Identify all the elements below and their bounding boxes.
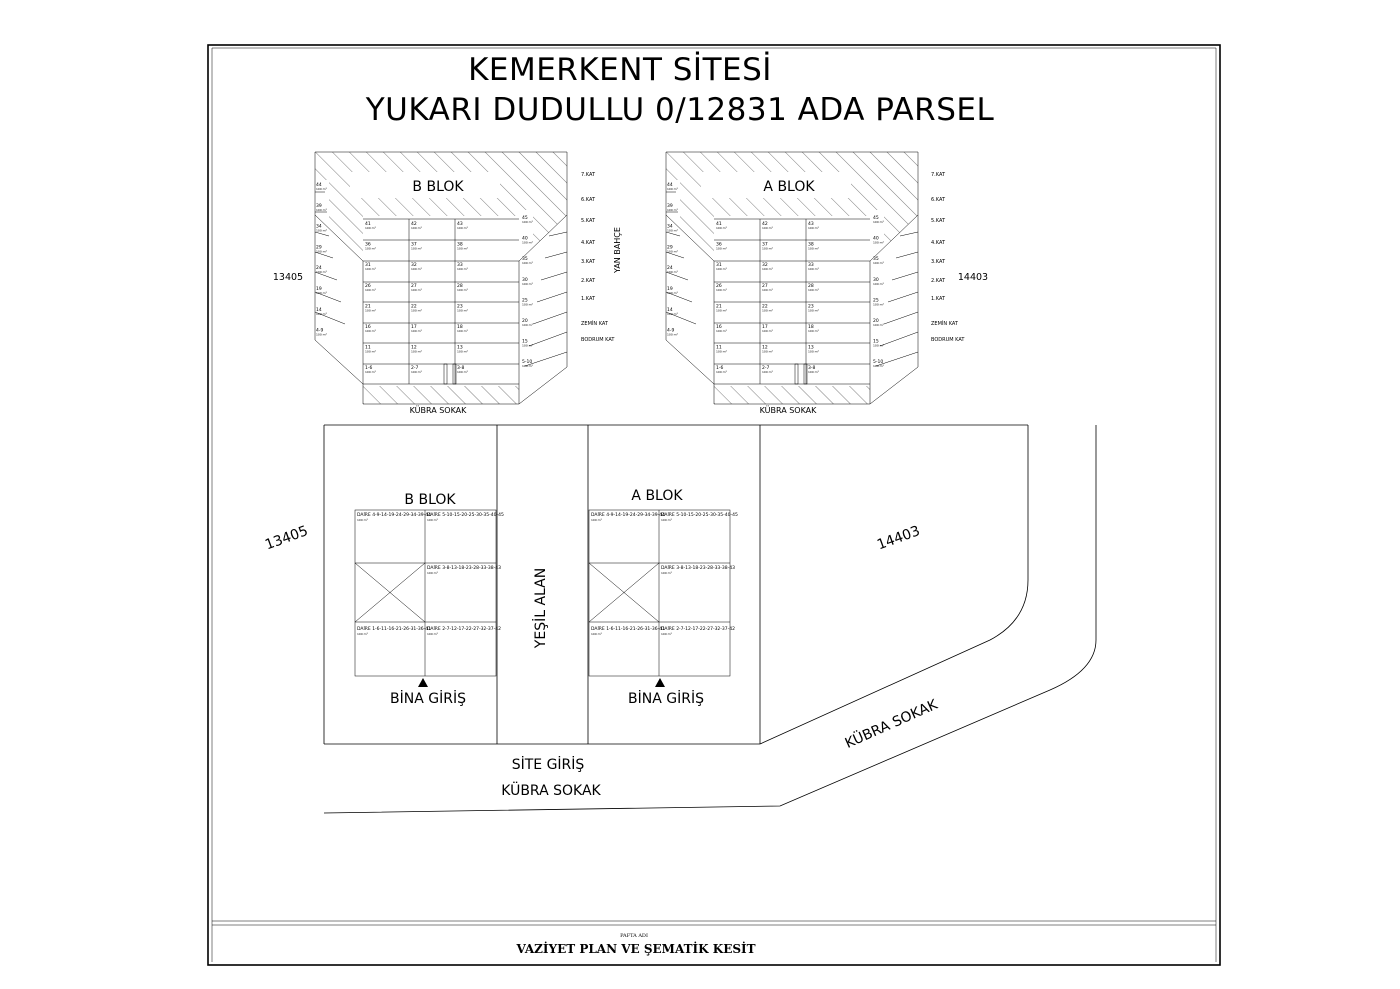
section-cell-number: 26 <box>365 283 371 289</box>
section-left-column-area: 100 m² <box>316 270 327 275</box>
section-cell-number: 1-6 <box>716 366 724 372</box>
section-cell-number: 3-8 <box>457 366 465 372</box>
section-cell-area: 100 m² <box>808 370 819 375</box>
section-cell-area: 100 m² <box>457 226 468 230</box>
svg-text:100 m²: 100 m² <box>661 571 672 575</box>
plan-b-block-label: B BLOK <box>404 492 456 508</box>
section-cell-number: 22 <box>762 304 768 310</box>
section-right-column-number: 20 <box>522 319 528 324</box>
section-left-column-area: 100 m² <box>316 187 327 191</box>
section-left-column-number: 19 <box>667 287 673 292</box>
a-entrance-label: BİNA GİRİŞ <box>628 691 704 707</box>
section-right-column-number: 15 <box>522 339 528 345</box>
section-left-column-number: 39 <box>316 203 322 209</box>
plan-b-units <box>357 511 504 636</box>
section-cell-area: 100 m² <box>716 329 727 333</box>
floor-label: ZEMİN KAT <box>581 321 608 327</box>
section-cell-area: 100 m² <box>365 246 376 251</box>
site-entrance-label: SİTE GİRİŞ <box>511 757 585 773</box>
sheet-name: VAZİYET PLAN VE ŞEMATİK KESİT <box>516 942 756 956</box>
section-cell-area: 100 m² <box>808 349 819 354</box>
svg-text:DAİRE 3-8-13-18-23-28-33-38-43: DAİRE 3-8-13-18-23-28-33-38-43 <box>427 566 501 571</box>
section-left-column-number: 44 <box>316 183 322 188</box>
section-cell-area: 100 m² <box>457 267 468 272</box>
section-cell-number: 23 <box>808 304 814 310</box>
yan-bahce-label: YAN BAHÇE <box>613 227 622 273</box>
svg-text:DAİRE 5-10-15-20-25-30-35-40-4: DAİRE 5-10-15-20-25-30-35-40-45 <box>661 513 738 518</box>
section-cell-number: 33 <box>457 263 463 269</box>
section-right-column-area: 100 m² <box>522 364 533 369</box>
section-cell-number: 42 <box>762 222 768 227</box>
section-cell-number: 37 <box>411 242 417 248</box>
section-left-column-area: 100 m² <box>316 311 327 316</box>
section-cell-number: 42 <box>411 222 417 227</box>
section-cell-area: 100 m² <box>457 329 468 333</box>
section-cell-area: 100 m² <box>762 246 773 251</box>
floor-label: ZEMİN KAT <box>931 321 958 327</box>
section-right-column-area: 100 m² <box>873 220 884 224</box>
section-right-neighbor: 14403 <box>957 272 989 283</box>
section-cell-area: 100 m² <box>411 329 422 333</box>
section-left-column-number: 34 <box>316 224 322 230</box>
section-cell-area: 100 m² <box>808 246 819 251</box>
svg-text:DAİRE 3-8-13-18-23-28-33-38-43: DAİRE 3-8-13-18-23-28-33-38-43 <box>661 566 735 571</box>
section-cell-area: 100 m² <box>365 267 376 272</box>
section-right-column-area: 100 m² <box>522 240 533 245</box>
section-right-column-number: 45 <box>522 216 528 221</box>
section-cell-number: 12 <box>762 345 768 351</box>
floor-label: 5.KAT <box>581 218 596 224</box>
section-right-column-area: 100 m² <box>522 323 533 327</box>
section-cell-area: 100 m² <box>411 267 422 272</box>
section-cell-area: 100 m² <box>365 308 376 313</box>
green-area-label: YEŞİL ALAN <box>533 567 549 649</box>
section-right-column-number: 25 <box>873 298 879 304</box>
section-cell-number: 37 <box>762 242 768 248</box>
section-cell-area: 100 m² <box>716 267 727 272</box>
floor-labels-b <box>581 172 615 343</box>
section-cell-number: 18 <box>457 325 463 330</box>
floor-label: 7.KAT <box>581 172 596 178</box>
section-left-column-number: 34 <box>667 224 673 230</box>
section-left-column-area: 100 m² <box>316 207 327 212</box>
floor-label: 6.KAT <box>931 197 946 203</box>
section-cell-number: 23 <box>457 304 463 310</box>
svg-text:100 m²: 100 m² <box>427 518 438 522</box>
section-cell-area: 100 m² <box>411 349 422 354</box>
section-cell-number: 38 <box>457 242 463 248</box>
section-cell-area: 100 m² <box>411 308 422 313</box>
section-cell-number: 2-7 <box>762 366 770 372</box>
section-cell-number: 41 <box>365 222 371 227</box>
floor-label: 6.KAT <box>581 197 596 203</box>
section-cell-number: 38 <box>808 242 814 248</box>
section-right-column-number: 15 <box>873 339 879 345</box>
svg-text:DAİRE 4-9-14-19-24-29-34-39-44: DAİRE 4-9-14-19-24-29-34-39-44 <box>591 513 665 518</box>
section-right-column-number: 20 <box>873 319 879 324</box>
section-cell-number: 31 <box>365 263 371 269</box>
floor-label: 1.KAT <box>931 296 946 302</box>
floor-label: 3.KAT <box>581 259 596 265</box>
title-line-2: YUKARI DUDULLU 0/12831 ADA PARSEL <box>365 92 995 128</box>
section-cell-number: 17 <box>762 325 768 330</box>
plan-a-units <box>591 511 738 636</box>
section-cell-number: 31 <box>716 263 722 269</box>
section-right-column-number: 35 <box>873 257 879 263</box>
section-cell-area: 100 m² <box>808 226 819 230</box>
section-right-column-area: 100 m² <box>873 343 884 348</box>
section-left-column-number: 39 <box>667 203 673 209</box>
section-cell-area: 100 m² <box>808 329 819 333</box>
section-cell-area: 100 m² <box>411 370 422 375</box>
section-cell-number: 28 <box>808 283 814 289</box>
section-cell-area: 100 m² <box>716 226 727 230</box>
floor-label: 2.KAT <box>931 278 946 284</box>
section-cell-area: 100 m² <box>457 349 468 354</box>
plan-left-neighbor: 13405 <box>262 523 311 554</box>
section-cell-area: 100 m² <box>411 287 422 292</box>
section-left-column-area: 100 m² <box>667 187 678 191</box>
section-right-column-number: 35 <box>522 257 528 263</box>
floor-labels-a <box>931 172 965 343</box>
section-cell-area: 100 m² <box>762 349 773 354</box>
section-right-column-number: 30 <box>873 277 879 283</box>
section-right-column-area: 100 m² <box>873 281 884 286</box>
section-left-column-number: 29 <box>316 245 322 251</box>
section-right-column-area: 100 m² <box>522 343 533 348</box>
section-cell-area: 100 m² <box>365 287 376 292</box>
section-right-column-area: 100 m² <box>873 302 884 307</box>
section-left-column-number: 24 <box>667 266 673 272</box>
section-cell-area: 100 m² <box>365 226 376 230</box>
svg-text:100 m²: 100 m² <box>427 571 438 575</box>
section-b-block <box>315 152 567 404</box>
plan-right-neighbor: 14403 <box>874 523 923 554</box>
section-cell-number: 11 <box>716 345 722 351</box>
section-a-street: KÜBRA SOKAK <box>759 406 817 415</box>
floor-label: 4.KAT <box>931 240 946 246</box>
section-cell-area: 100 m² <box>365 349 376 354</box>
section-left-column-area: 100 m² <box>667 228 678 233</box>
section-cell-area: 100 m² <box>457 370 468 375</box>
svg-text:DAİRE 2-7-12-17-22-27-32-37-42: DAİRE 2-7-12-17-22-27-32-37-42 <box>661 627 735 632</box>
section-cell-area: 100 m² <box>762 370 773 375</box>
section-right-column-number: 25 <box>522 298 528 304</box>
section-left-column-area: 100 m² <box>316 332 327 337</box>
section-cell-number: 27 <box>411 283 417 289</box>
section-cell-area: 100 m² <box>762 226 773 230</box>
section-cell-area: 100 m² <box>762 329 773 333</box>
section-right-column-area: 100 m² <box>873 261 884 266</box>
section-cell-area: 100 m² <box>411 246 422 251</box>
section-cell-number: 11 <box>365 345 371 351</box>
svg-text:DAİRE 2-7-12-17-22-27-32-37-42: DAİRE 2-7-12-17-22-27-32-37-42 <box>427 627 501 632</box>
section-left-column-number: 4-9 <box>667 328 675 334</box>
svg-text:100 m²: 100 m² <box>357 632 368 636</box>
floor-label: 3.KAT <box>931 259 946 265</box>
section-cell-number: 2-7 <box>411 366 419 372</box>
section-right-column-area: 100 m² <box>873 323 884 327</box>
section-right-column-area: 100 m² <box>873 364 884 369</box>
section-left-column-number: 24 <box>316 266 322 272</box>
section-cell-number: 43 <box>457 222 463 227</box>
site-plan <box>324 425 1096 813</box>
section-cell-number: 26 <box>716 283 722 289</box>
section-cell-area: 100 m² <box>365 329 376 333</box>
section-right-column-number: 45 <box>873 216 879 221</box>
section-left-column-area: 100 m² <box>667 291 678 295</box>
svg-text:DAİRE 5-10-15-20-25-30-35-40-4: DAİRE 5-10-15-20-25-30-35-40-45 <box>427 513 504 518</box>
section-cell-number: 27 <box>762 283 768 289</box>
section-cell-number: 36 <box>365 242 371 248</box>
svg-text:100 m²: 100 m² <box>427 632 438 636</box>
section-right-column-area: 100 m² <box>873 240 884 245</box>
section-left-column-number: 44 <box>667 183 673 188</box>
section-cell-area: 100 m² <box>762 308 773 313</box>
section-a-block-label: A BLOK <box>763 179 815 195</box>
section-cell-number: 21 <box>365 304 371 310</box>
section-cell-number: 17 <box>411 325 417 330</box>
floor-label: 7.KAT <box>931 172 946 178</box>
section-cell-number: 22 <box>411 304 417 310</box>
section-a-block <box>666 152 918 404</box>
title-line-1: KEMERKENT SİTESİ <box>468 52 772 88</box>
section-b-block-label: B BLOK <box>412 179 464 195</box>
section-cell-area: 100 m² <box>716 246 727 251</box>
svg-text:100 m²: 100 m² <box>357 518 368 522</box>
b-entrance-label: BİNA GİRİŞ <box>390 691 466 707</box>
section-cell-number: 18 <box>808 325 814 330</box>
street-bottom-label: KÜBRA SOKAK <box>501 783 601 799</box>
section-cell-number: 13 <box>808 345 814 351</box>
section-right-column-area: 100 m² <box>522 220 533 224</box>
b-entrance-arrow-icon <box>418 678 428 687</box>
section-left-column-area: 100 m² <box>667 332 678 337</box>
section-left-column-area: 100 m² <box>316 249 327 254</box>
section-right-column-number: 5-10 <box>522 360 533 366</box>
section-cell-area: 100 m² <box>762 267 773 272</box>
floor-label: BODRUM KAT <box>931 337 965 343</box>
svg-text:100 m²: 100 m² <box>591 518 602 522</box>
section-right-column-number: 30 <box>522 277 528 283</box>
floor-label: 2.KAT <box>581 278 596 284</box>
svg-text:100 m²: 100 m² <box>661 518 672 522</box>
floor-label: 5.KAT <box>931 218 946 224</box>
section-right-column-number: 40 <box>522 236 528 242</box>
floor-label: 4.KAT <box>581 240 596 246</box>
section-cell-area: 100 m² <box>457 246 468 251</box>
plan-a-block-label: A BLOK <box>631 488 683 504</box>
street-diagonal-label: KÜBRA SOKAK <box>842 696 941 752</box>
section-cell-area: 100 m² <box>716 287 727 292</box>
section-cell-area: 100 m² <box>808 308 819 313</box>
section-left-neighbor: 13405 <box>272 272 304 283</box>
section-cell-area: 100 m² <box>411 226 422 230</box>
svg-text:DAİRE 1-6-11-16-21-26-31-36-41: DAİRE 1-6-11-16-21-26-31-36-41 <box>591 627 665 632</box>
section-cell-area: 100 m² <box>716 370 727 375</box>
section-left-column-area: 100 m² <box>316 228 327 233</box>
section-cell-number: 3-8 <box>808 366 816 372</box>
section-right-column-area: 100 m² <box>522 281 533 286</box>
section-cell-area: 100 m² <box>365 370 376 375</box>
section-left-column-number: 4-9 <box>316 328 324 334</box>
section-left-column-area: 100 m² <box>316 291 327 295</box>
svg-text:100 m²: 100 m² <box>661 632 672 636</box>
section-cell-number: 32 <box>762 263 768 269</box>
a-entrance-arrow-icon <box>655 678 665 687</box>
section-cell-number: 33 <box>808 263 814 269</box>
section-cell-area: 100 m² <box>716 308 727 313</box>
sheet-label: PAFTA ADI <box>620 933 648 939</box>
section-cell-number: 16 <box>365 325 371 330</box>
floor-label: 1.KAT <box>581 296 596 302</box>
section-cell-number: 12 <box>411 345 417 351</box>
section-cell-number: 1-6 <box>365 366 373 372</box>
section-left-column-area: 100 m² <box>667 311 678 316</box>
section-left-column-number: 14 <box>316 307 322 313</box>
section-cell-number: 32 <box>411 263 417 269</box>
section-right-column-area: 100 m² <box>522 261 533 266</box>
section-cell-area: 100 m² <box>808 267 819 272</box>
section-cell-number: 16 <box>716 325 722 330</box>
section-cell-area: 100 m² <box>457 308 468 313</box>
section-cell-area: 100 m² <box>457 287 468 292</box>
section-cell-number: 21 <box>716 304 722 310</box>
section-left-column-number: 14 <box>667 307 673 313</box>
section-cell-number: 41 <box>716 222 722 227</box>
section-left-column-number: 29 <box>667 245 673 251</box>
section-right-column-number: 40 <box>873 236 879 242</box>
section-cell-area: 100 m² <box>716 349 727 354</box>
section-left-column-number: 19 <box>316 287 322 292</box>
floor-label: BODRUM KAT <box>581 337 615 343</box>
section-cell-number: 36 <box>716 242 722 248</box>
section-cell-number: 28 <box>457 283 463 289</box>
section-cell-number: 13 <box>457 345 463 351</box>
svg-text:DAİRE 1-6-11-16-21-26-31-36-41: DAİRE 1-6-11-16-21-26-31-36-41 <box>357 627 431 632</box>
section-right-column-number: 5-10 <box>873 360 884 366</box>
section-b-street: KÜBRA SOKAK <box>409 406 467 415</box>
section-right-column-area: 100 m² <box>522 302 533 307</box>
section-cell-area: 100 m² <box>762 287 773 292</box>
svg-text:100 m²: 100 m² <box>591 632 602 636</box>
section-left-column-area: 100 m² <box>667 270 678 275</box>
section-cell-number: 43 <box>808 222 814 227</box>
section-left-column-area: 100 m² <box>667 249 678 254</box>
section-left-column-area: 100 m² <box>667 207 678 212</box>
section-cell-area: 100 m² <box>808 287 819 292</box>
svg-text:DAİRE 4-9-14-19-24-29-34-39-44: DAİRE 4-9-14-19-24-29-34-39-44 <box>357 513 431 518</box>
